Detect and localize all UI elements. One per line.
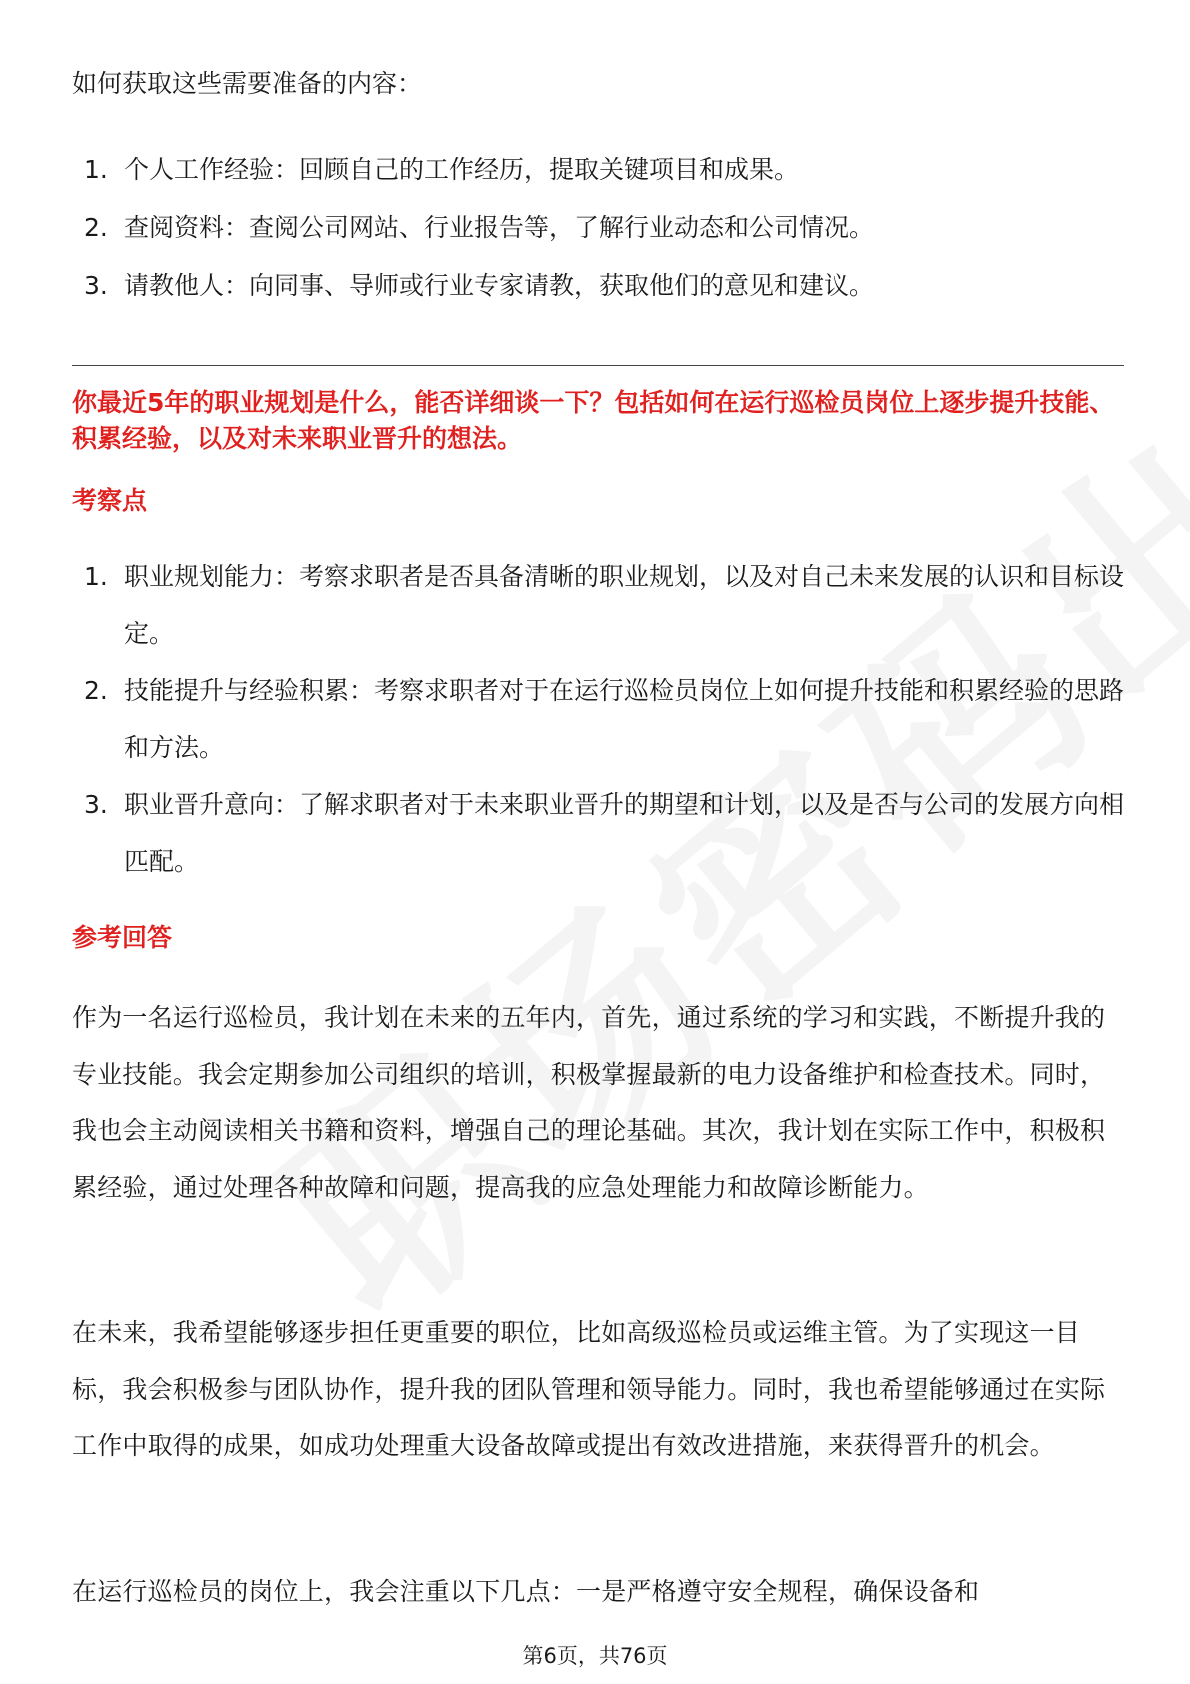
list-number: 1. [84,562,108,591]
preparation-list [72,141,1124,315]
answer-paragraph: 在未来，我希望能够逐步担任更重要的职位，比如高级巡检员或运维主管。为了实现这一目标，我会积极参与团队协作，提升我的团队管理和领导能力。同时，我也希望能够通过在实际工作中取得的成果，如成功处理重大设备故障或提出有效改进措施，来获得晋升的机会。 [72,1318,1106,1460]
reference-answer-heading: 参考回答 [72,923,173,952]
list-item-text: 个人工作经验：回顾自己的工作经历，提取关键项目和成果。 [124,155,800,184]
list-item-text: 请教他人：向同事、导师或行业专家请教，获取他们的意见和建议。 [124,271,875,300]
list-number: 2. [84,213,108,242]
list-item-text: 职业规划能力：考察求职者是否具备清晰的职业规划，以及对自己未来发展的认识和目标设定。 [124,562,1125,648]
list-item-text: 查阅资料：查阅公司网站、行业报告等，了解行业动态和公司情况。 [124,213,875,242]
list-item-text: 技能提升与经验积累：考察求职者对于在运行巡检员岗位上如何提升技能和积累经验的思路和方法。 [124,676,1125,762]
list-item [72,548,1124,662]
list-item [72,199,1124,257]
question-heading: 你最近5年的职业规划是什么，能否详细谈一下？包括如何在运行巡检员岗位上逐步提升技能、积累经验，以及对未来职业晋升的想法。 [72,388,1115,453]
list-item [72,141,1124,199]
section-divider [72,365,1124,366]
list-item [72,776,1124,890]
list-number: 1. [84,155,108,184]
answer-paragraph: 在运行巡检员的岗位上，我会注重以下几点：一是严格遵守安全规程，确保设备和 [72,1577,980,1606]
list-item [72,257,1124,315]
list-number: 3. [84,790,108,819]
answer-paragraph: 作为一名运行巡检员，我计划在未来的五年内，首先，通过系统的学习和实践，不断提升我的专业技能。我会定期参加公司组织的培训，积极掌握最新的电力设备维护和检查技术。同时，我也会主动阅读相关书籍和资料，增强自己的理论基础。其次，我计划在实际工作中，积极积累经验，通过处理各种故障和问题，提高我的应急处理能力和故障诊断能力。 [72,1003,1106,1202]
page-number-footer: 第6页，共76页 [522,1644,668,1668]
intro-text: 如何获取这些需要准备的内容： [72,69,423,98]
list-item [72,662,1124,776]
assessment-points-heading: 考察点 [72,486,148,515]
list-number: 2. [84,676,108,705]
list-item-text: 职业晋升意向：了解求职者对于未来职业晋升的期望和计划，以及是否与公司的发展方向相匹配。 [124,790,1125,876]
assessment-points-list [72,548,1124,890]
list-number: 3. [84,271,108,300]
